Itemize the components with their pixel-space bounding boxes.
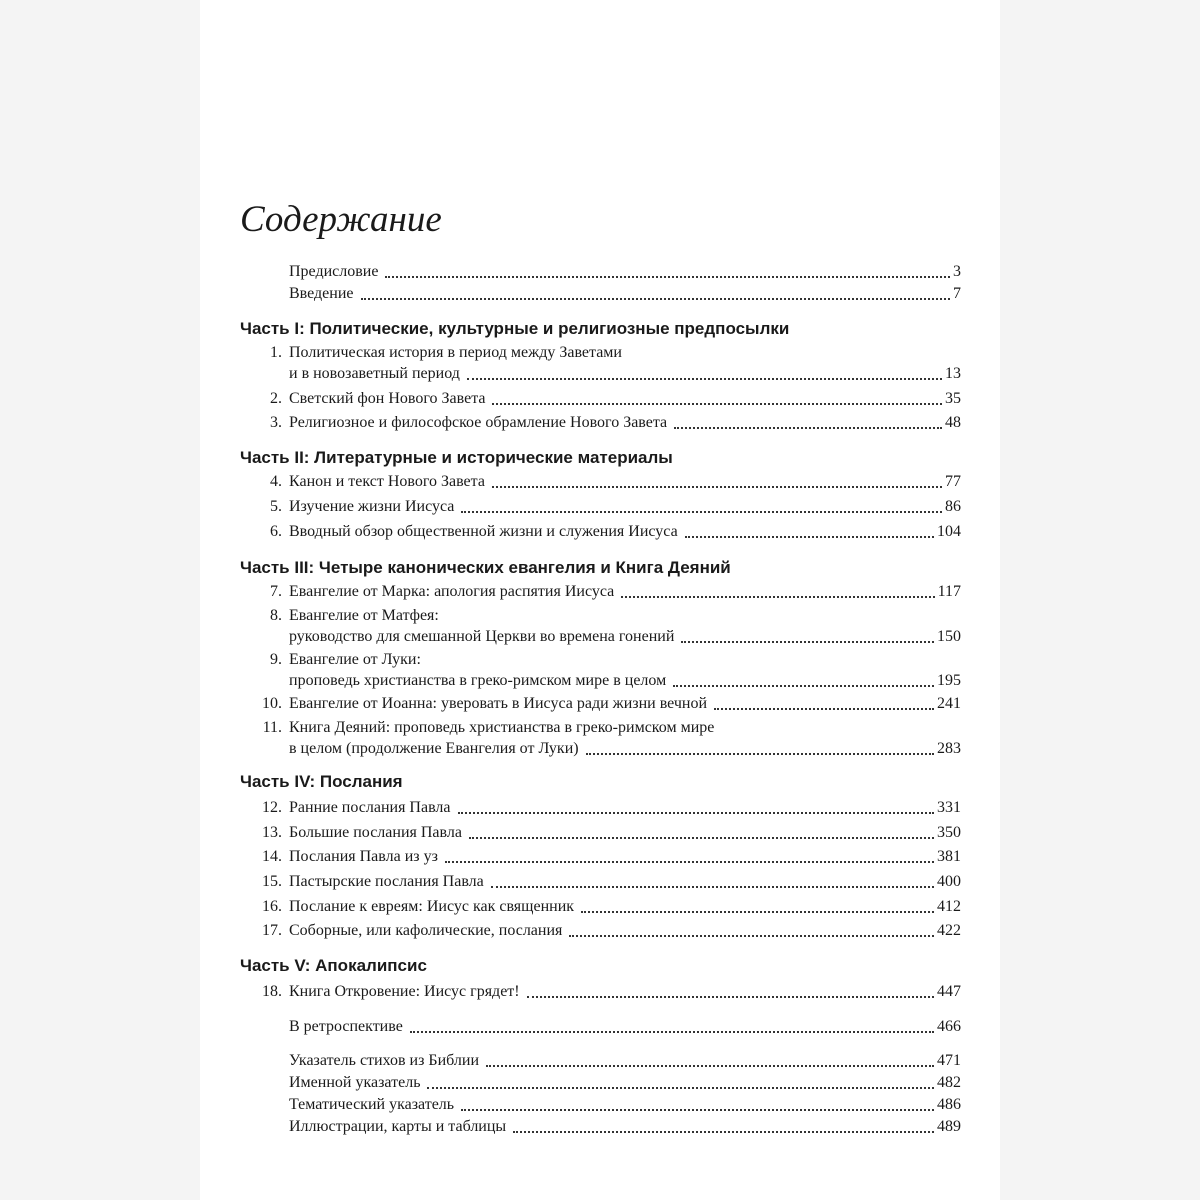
chapter-title-line: Книга Деяний: проповедь христианства в греко-римском мире	[289, 719, 715, 736]
chapter-entry	[289, 896, 961, 918]
page-number: 489	[937, 1118, 961, 1135]
entry-label: и в новозаветный период	[289, 365, 460, 382]
dot-leader	[513, 1116, 934, 1133]
chapter-number: 14.	[262, 848, 282, 865]
entry-label: проповедь христианства в греко-римском мире в целом	[289, 672, 667, 689]
entry-label: Послания Павла из уз	[289, 848, 438, 865]
dot-leader	[469, 822, 934, 839]
entry-label: Изучение жизни Иисуса	[289, 498, 455, 515]
part-heading: Часть V: Апокалипсис	[240, 956, 427, 975]
dot-leader	[385, 261, 950, 278]
chapter-entry	[289, 693, 961, 715]
dot-leader	[674, 412, 942, 429]
page-number: 400	[937, 873, 961, 890]
part-heading: Часть I: Политические, культурные и религиозные предпосылки	[240, 319, 790, 338]
chapter-number: 5.	[270, 498, 282, 515]
dot-leader	[492, 471, 942, 488]
dot-leader	[527, 981, 934, 998]
dot-leader	[714, 693, 934, 710]
dot-leader	[586, 738, 934, 755]
dot-leader	[467, 363, 942, 380]
dot-leader	[492, 388, 942, 405]
chapter-entry	[289, 920, 961, 942]
page-number: 482	[937, 1074, 961, 1091]
entry-label: Религиозное и философское обрамление Нового Завета	[289, 414, 668, 431]
page-number: 104	[937, 523, 961, 540]
entry-label: Послание к евреям: Иисус как священник	[289, 898, 575, 915]
chapter-entry	[289, 581, 961, 603]
page-number: 350	[937, 824, 961, 841]
chapter-number: 1.	[270, 344, 282, 361]
dot-leader	[673, 670, 934, 687]
dot-leader	[361, 283, 951, 300]
page-number: 48	[945, 414, 961, 431]
page-number: 422	[937, 922, 961, 939]
entry-label: Канон и текст Нового Завета	[289, 473, 485, 490]
page-number: 486	[937, 1096, 961, 1113]
entry-label: Иллюстрации, карты и таблицы	[289, 1118, 507, 1135]
entry-label: Указатель стихов из Библии	[289, 1052, 480, 1069]
chapter-entry	[289, 521, 961, 543]
part-heading: Часть IV: Послания	[240, 772, 403, 791]
chapter-title-line: Евангелие от Луки:	[289, 651, 421, 668]
chapter-number: 8.	[270, 607, 282, 624]
entry-label: Светский фон Нового Завета	[289, 390, 486, 407]
chapter-number: 18.	[262, 983, 282, 1000]
chapter-title-line: Евангелие от Матфея:	[289, 607, 439, 624]
dot-leader	[461, 1094, 934, 1111]
dot-leader	[685, 521, 934, 538]
chapter-number: 16.	[262, 898, 282, 915]
page-number: 466	[937, 1018, 961, 1035]
page-number: 150	[937, 628, 961, 645]
chapter-entry	[289, 388, 961, 410]
chapter-entry	[289, 738, 961, 760]
chapter-number: 17.	[262, 922, 282, 939]
chapter-number: 9.	[270, 651, 282, 668]
chapter-number: 10.	[262, 695, 282, 712]
dot-leader	[486, 1050, 934, 1067]
dot-leader	[445, 846, 934, 863]
part-heading: Часть II: Литературные и исторические материалы	[240, 448, 673, 467]
chapter-number: 11.	[262, 719, 282, 736]
dot-leader	[461, 496, 942, 513]
dot-leader	[410, 1016, 934, 1033]
entry-label: Введение	[289, 285, 354, 302]
page-number: 117	[937, 583, 961, 600]
entry-label: Соборные, или кафолические, послания	[289, 922, 563, 939]
entry-label: Тематический указатель	[289, 1096, 455, 1113]
dot-leader	[427, 1072, 934, 1089]
dot-leader	[581, 896, 934, 913]
entry-label: Евангелие от Марка: апология распятия Иисуса	[289, 583, 615, 600]
page-number: 13	[945, 365, 961, 382]
page-number: 283	[937, 740, 961, 757]
chapter-number: 13.	[262, 824, 282, 841]
entry-label: Вводный обзор общественной жизни и служения Иисуса	[289, 523, 678, 540]
entry-label: Предисловие	[289, 263, 379, 280]
entry-label: Ранние послания Павла	[289, 799, 451, 816]
index-entry	[289, 1094, 961, 1116]
page-number: 447	[937, 983, 961, 1000]
entry-label: Евангелие от Иоанна: уверовать в Иисуса ради жизни вечной	[289, 695, 708, 712]
chapter-number: 15.	[262, 873, 282, 890]
dot-leader	[458, 797, 934, 814]
front-matter-entry	[289, 261, 961, 283]
entry-label: Пастырские послания Павла	[289, 873, 484, 890]
page-number: 3	[953, 263, 961, 280]
page-number: 412	[937, 898, 961, 915]
page-number: 77	[945, 473, 961, 490]
front-matter-entry	[289, 283, 961, 305]
index-entry	[289, 1116, 961, 1138]
dot-leader	[569, 920, 934, 937]
retrospective-entry	[289, 1016, 961, 1038]
chapter-entry	[289, 981, 961, 1003]
part-heading: Часть III: Четыре канонических евангелия и Книга Деяний	[240, 558, 731, 577]
chapter-number: 7.	[270, 583, 282, 600]
chapter-entry	[289, 496, 961, 518]
entry-label: Именной указатель	[289, 1074, 421, 1091]
dot-leader	[491, 871, 934, 888]
chapter-entry	[289, 871, 961, 893]
index-entry	[289, 1050, 961, 1072]
page-number: 195	[937, 672, 961, 689]
entry-label: В ретроспективе	[289, 1018, 403, 1035]
chapter-number: 6.	[270, 523, 282, 540]
page-number: 381	[937, 848, 961, 865]
page-number: 471	[937, 1052, 961, 1069]
page-number: 241	[937, 695, 961, 712]
chapter-entry	[289, 363, 961, 385]
entry-label: в целом (продолжение Евангелия от Луки)	[289, 740, 579, 757]
chapter-entry	[289, 670, 961, 692]
chapter-entry	[289, 626, 961, 648]
chapter-entry	[289, 822, 961, 844]
chapter-entry	[289, 846, 961, 868]
index-entry	[289, 1072, 961, 1094]
page-number: 35	[945, 390, 961, 407]
chapter-number: 12.	[262, 799, 282, 816]
page-number: 331	[937, 799, 961, 816]
chapter-entry	[289, 471, 961, 493]
page-number: 7	[953, 285, 961, 302]
chapter-number: 3.	[270, 414, 282, 431]
entry-label: Большие послания Павла	[289, 824, 462, 841]
toc-title: Содержание	[240, 199, 442, 240]
dot-leader	[681, 626, 934, 643]
chapter-number: 2.	[270, 390, 282, 407]
entry-label: руководство для смешанной Церкви во времена гонений	[289, 628, 675, 645]
chapter-entry	[289, 412, 961, 434]
page-number: 86	[945, 498, 961, 515]
chapter-title-line: Политическая история в период между Заветами	[289, 344, 622, 361]
entry-label: Книга Откровение: Иисус грядет!	[289, 983, 520, 1000]
chapter-number: 4.	[270, 473, 282, 490]
chapter-entry	[289, 797, 961, 819]
dot-leader	[621, 581, 934, 598]
